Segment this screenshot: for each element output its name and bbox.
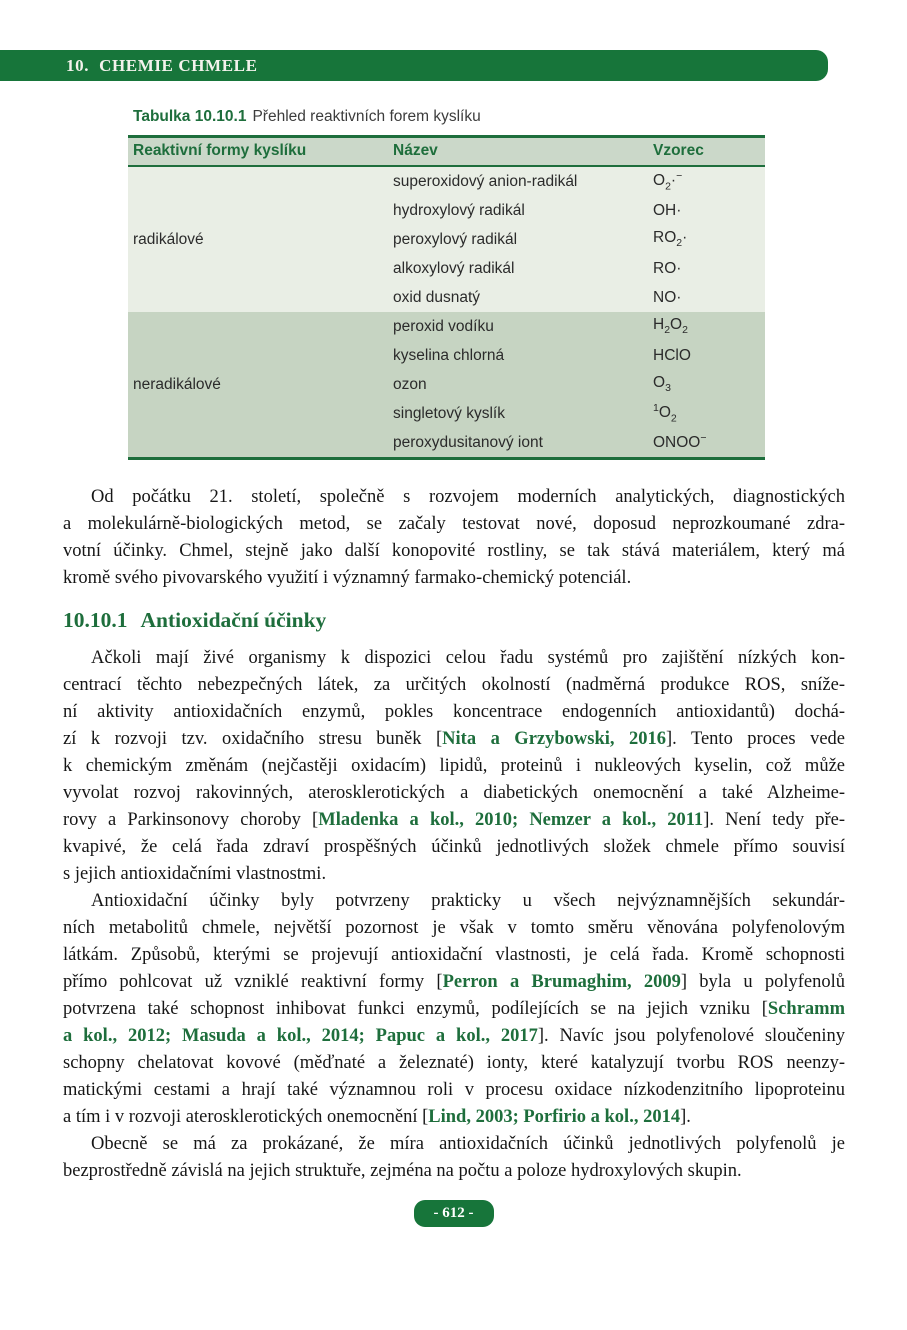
citation: Mladenka a kol., 2010; Nemzer a kol., 2011	[318, 810, 704, 830]
text-line: Od počátku 21. století, společně s rozvojem moderních analytických, diagnostických	[91, 487, 845, 507]
text-line: s jejich antioxidačními vlastnostmi.	[63, 864, 327, 884]
text-line: Ačkoli mají živé organismy k dispozici celou řadu systémů pro zajištění nízkých kon-	[91, 648, 845, 668]
table-row	[388, 254, 765, 283]
citation: Lind, 2003; Porfirio a kol., 2014	[428, 1107, 681, 1127]
group-label: radikálové	[133, 230, 204, 248]
substance-formula: OH·	[653, 201, 682, 219]
text-line: ních metabolitů chmele, největší pozornost je však v tomto směru věnována polyfenolovým	[63, 918, 845, 938]
column-header-reactive-forms: Reaktivní formy kyslíku	[133, 142, 307, 159]
table-row	[388, 341, 765, 370]
table-caption-label: Tabulka 10.10.1	[133, 108, 247, 125]
paragraph	[63, 888, 845, 1131]
text-line: kromě svého pivovarského využití i významný farmako-chemický potenciál.	[63, 568, 632, 588]
text-line: centrací těchto nebezpečných látek, za určitých okolností (nadměrná produkce ROS, sníže-	[63, 675, 845, 695]
table-caption-text: Přehled reaktivních forem kyslíku	[252, 108, 481, 125]
substance-name: superoxidový anion-radikál	[393, 172, 578, 190]
substance-name: singletový kyslík	[393, 404, 505, 422]
substance-name: kyselina chlorná	[393, 346, 505, 364]
text-line: ní aktivity antioxidačních enzymů, pokles koncentrace endogenních antioxidantů) dochá-	[63, 702, 845, 722]
substance-name: ozon	[393, 375, 427, 393]
page-number-pill	[414, 1200, 494, 1227]
chapter-title: CHEMIE CHMELE	[99, 55, 258, 75]
substance-formula: HClO	[653, 346, 691, 364]
substance-formula: NO·	[653, 288, 682, 306]
table-caption	[133, 108, 907, 126]
table-row	[388, 196, 765, 225]
substance-name: peroxid vodíku	[393, 317, 494, 335]
substance-formula: $O_2\cdot^-$	[653, 170, 683, 193]
text-line: látkám. Způsobů, kterými se projevují antioxidační vlastnosti, je celá řada. Kromě schopnosti	[63, 945, 845, 965]
table-groups	[128, 167, 765, 457]
substance-name: peroxylový radikál	[393, 230, 518, 248]
table-row	[388, 370, 765, 399]
paragraph	[63, 1131, 845, 1185]
table-header-row	[128, 135, 765, 167]
section-title: Antioxidační účinky	[140, 608, 327, 632]
substance-formula: $O_3$	[653, 374, 671, 395]
group-label: neradikálové	[133, 375, 221, 393]
chapter-header-bar	[0, 50, 828, 81]
table-row	[388, 312, 765, 341]
text-line: bezprostředně závislá na jejich struktuře, zejména na počtu a poloze hydroxylových skupin.	[63, 1161, 742, 1181]
intro-text	[0, 484, 907, 592]
substance-formula: RO·	[653, 259, 682, 277]
citation: Schramm	[767, 999, 845, 1019]
table-row	[388, 399, 765, 428]
text-line: přímo pohlcovat už vzniklé reaktivní formy [Perron a Brumaghim, 2009] byla u polyfenolů	[63, 972, 845, 992]
substance-name: hydroxylový radikál	[393, 201, 525, 219]
text-line: Antioxidační účinky byly potvrzeny prakticky u všech nejvýznamnějších sekundár-	[91, 891, 845, 911]
citation: Nita a Grzybowski, 2016	[442, 729, 667, 749]
ros-table	[128, 135, 765, 460]
citation: Perron a Brumaghim, 2009	[442, 972, 681, 992]
text-line: votní účinky. Chmel, stejně jako další konopovité rostliny, se tak stává materiálem, který má	[63, 541, 845, 561]
group-rows	[388, 167, 765, 312]
text-line: a kol., 2012; Masuda a kol., 2014; Papuc a kol., 2017]. Navíc jsou polyfenolové sloučeniny	[63, 1026, 846, 1046]
section-number: 10.10.1	[63, 608, 128, 632]
column-header-name: Název	[393, 142, 438, 159]
table-group	[128, 312, 765, 457]
text-line: zí k rozvoji tzv. oxidačního stresu buněk [Nita a Grzybowski, 2016]. Tento proces vede	[63, 729, 845, 749]
book-page	[0, 50, 907, 1330]
table-row	[388, 428, 765, 457]
section-text	[0, 645, 907, 1185]
text-line: matickými cestami a hrají také významnou roli v procesu oxidace nízkodenzitního lipoproteinu	[63, 1080, 845, 1100]
text-line: kvapivé, že celá řada zdraví prospěšných účinků jednotlivých složek chmele přímo souvisí	[63, 837, 845, 857]
table-row	[388, 225, 765, 254]
substance-name: oxid dusnatý	[393, 288, 481, 306]
substance-formula: $^1O_2$	[653, 402, 677, 425]
substance-formula: $H_2O_2$	[653, 316, 688, 337]
substance-formula: ONOO−	[653, 432, 707, 452]
text-line: Obecně se má za prokázané, že míra antioxidačních účinků jednotlivých polyfenolů je	[91, 1134, 845, 1154]
citation: a kol., 2012; Masuda a kol., 2014; Papuc a kol., 2017	[63, 1026, 538, 1046]
substance-name: alkoxylový radikál	[393, 259, 515, 277]
section-heading	[63, 608, 907, 633]
table-row	[388, 167, 765, 196]
paragraph	[63, 484, 845, 592]
chapter-number: 10.	[66, 55, 90, 75]
text-line: a molekulárně-biologických metod, se začaly testovat nové, doposud neprozkoumané zdra-	[63, 514, 845, 534]
substance-formula: $RO_2\cdot$	[653, 229, 688, 250]
group-rows	[388, 312, 765, 457]
table-group	[128, 167, 765, 312]
column-header-formula: Vzorec	[653, 142, 704, 159]
table-row	[388, 283, 765, 312]
text-line: a tím i v rozvoji aterosklerotických onemocnění [Lind, 2003; Porfirio a kol., 2014].	[63, 1107, 691, 1127]
text-line: schopny chelatovat kovové (měďnaté a železnaté) ionty, které katalyzují tvorbu ROS neenzy-	[63, 1053, 845, 1073]
text-line: rovy a Parkinsonovy choroby [Mladenka a kol., 2010; Nemzer a kol., 2011]. Není tedy pře-	[63, 810, 845, 830]
substance-name: peroxydusitanový iont	[393, 433, 543, 451]
text-line: potvrzena také schopnost inhibovat funkci enzymů, podílejících se na jejich vzniku [Schramm	[63, 999, 845, 1019]
text-line: k chemickým změnám (nejčastěji oxidacím) lipidů, proteinů i nukleových kyselin, což může	[63, 756, 845, 776]
page-number: - 612 -	[433, 1205, 474, 1221]
text-line: vyvolat rozvoj rakovinných, aterosklerotických a diabetických onemocnění a také Alzheime-	[63, 783, 845, 803]
paragraph	[63, 645, 845, 888]
